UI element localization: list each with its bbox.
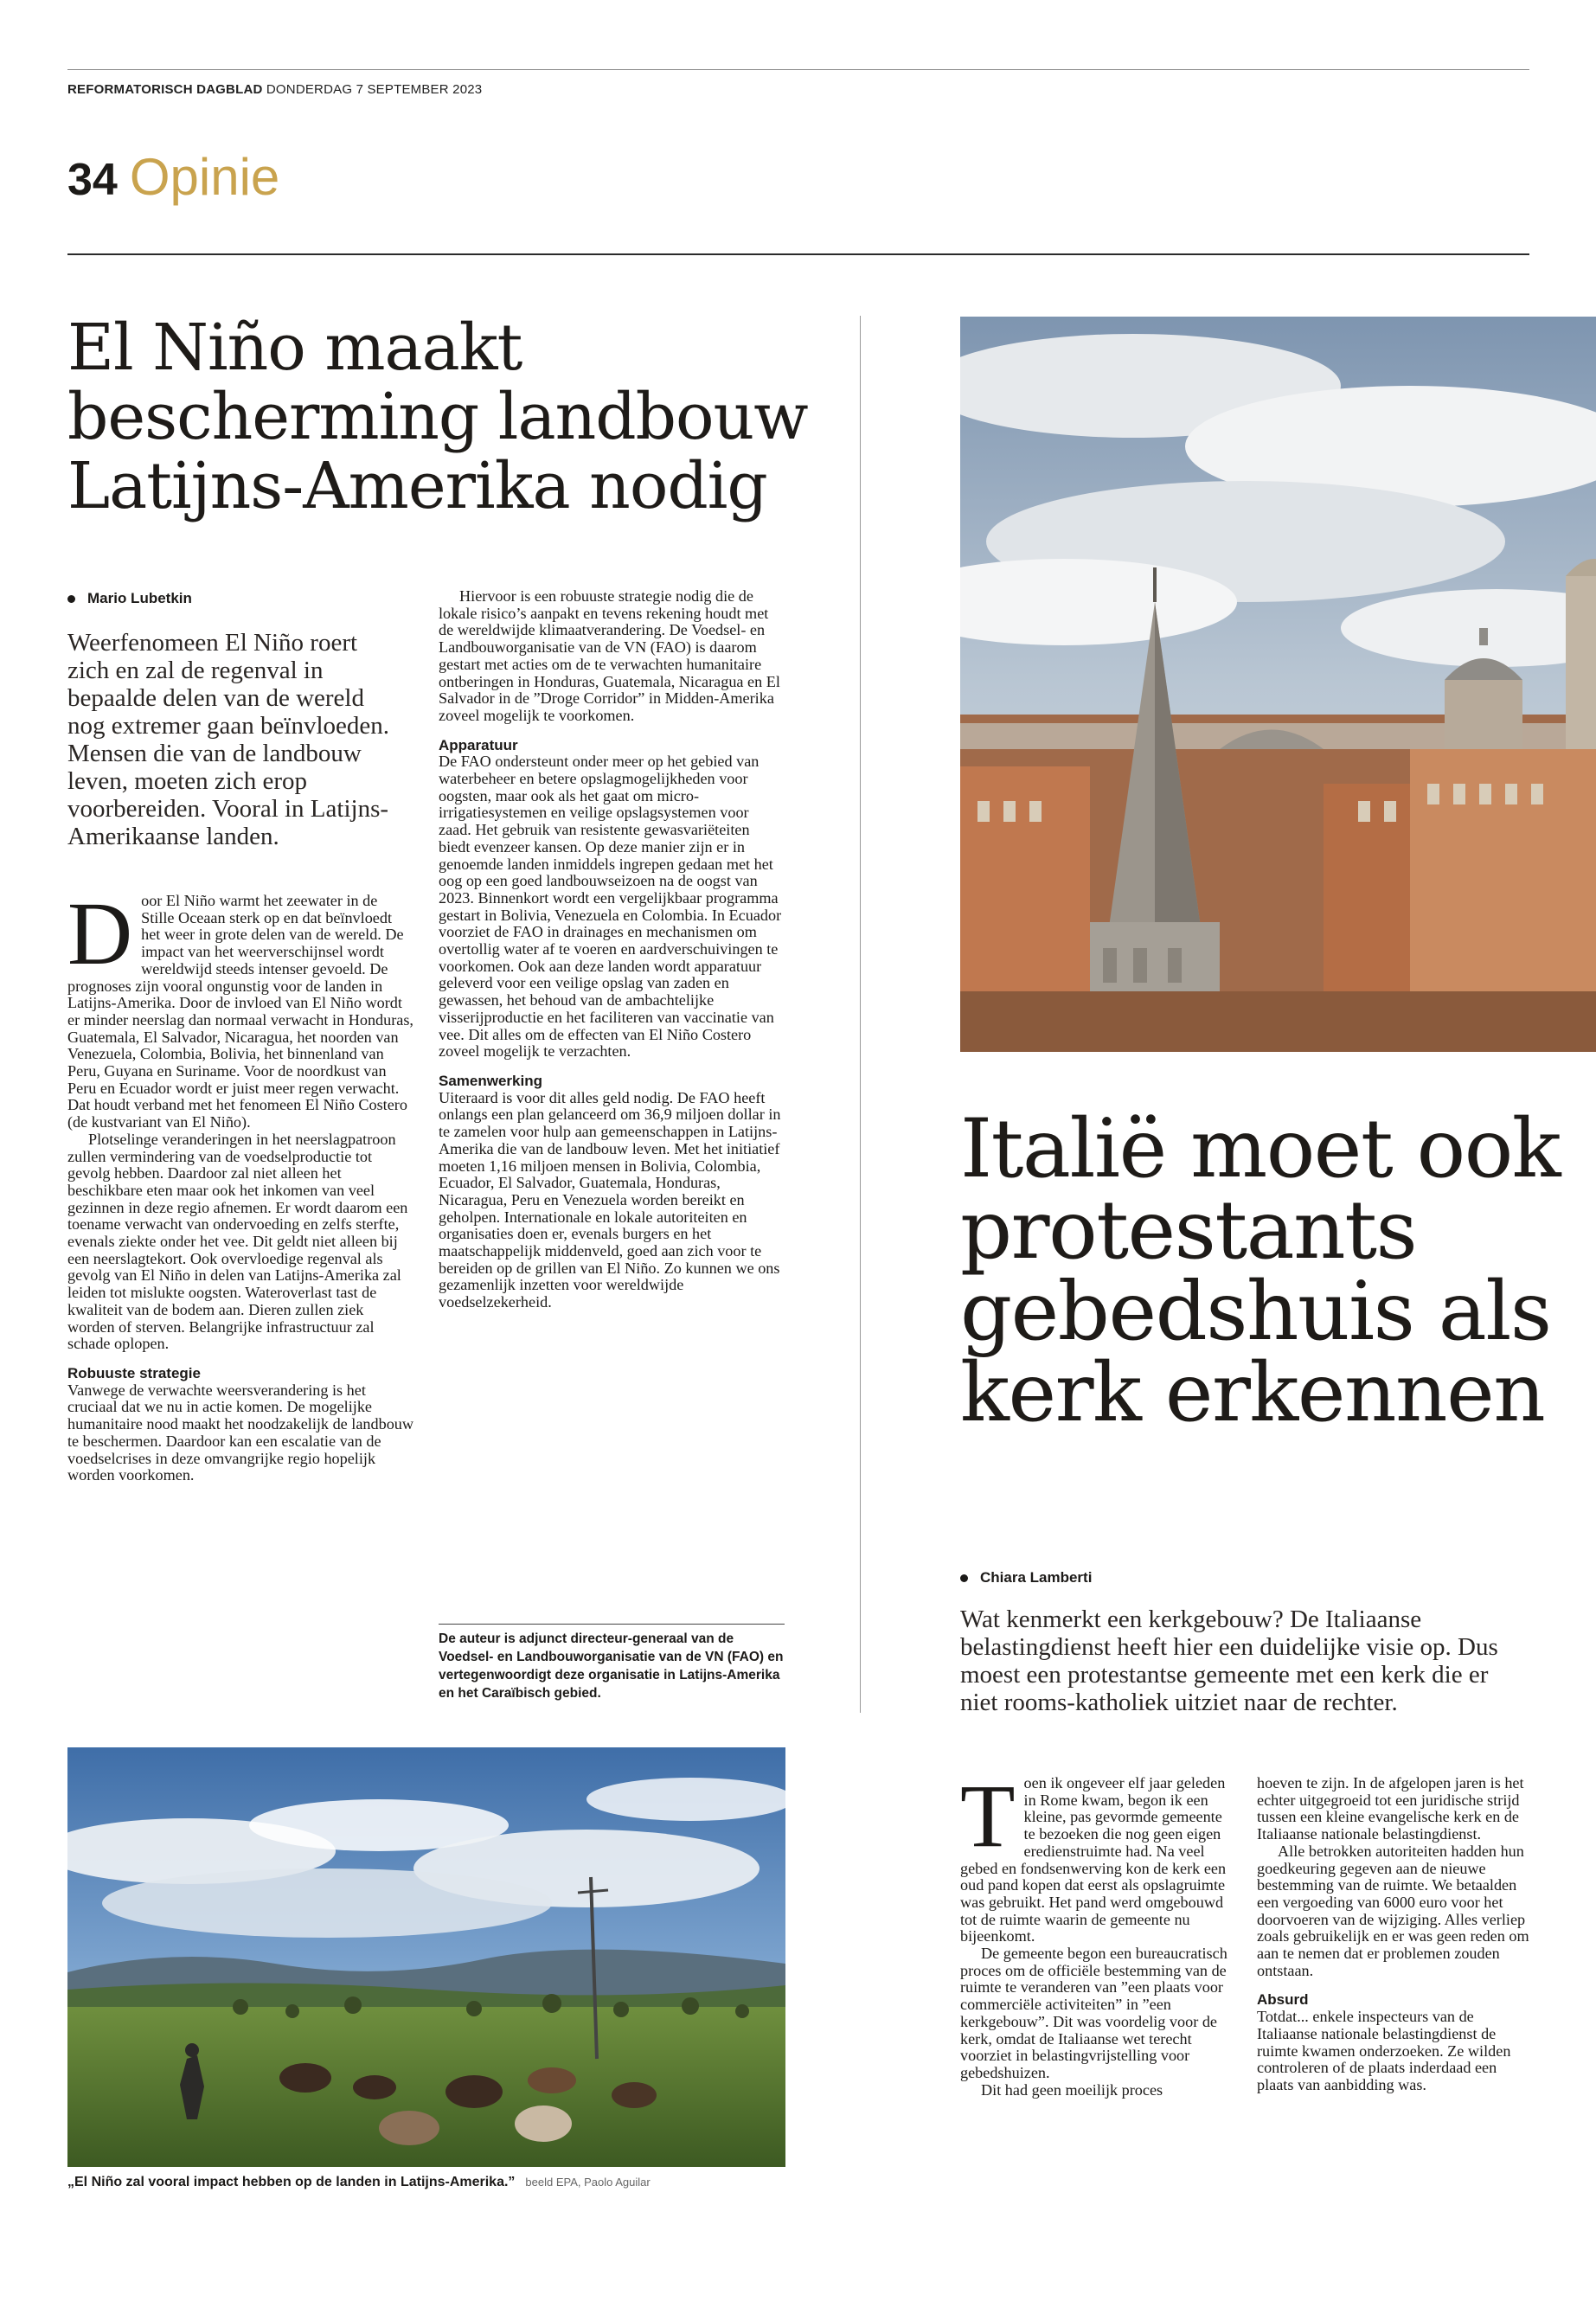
section-title: Opinie xyxy=(129,148,280,206)
article1-subhead-3: Samenwerking xyxy=(439,1072,542,1089)
article1-subhead-1: Robuuste strategie xyxy=(67,1364,201,1381)
article1-col1-p2: Plotselinge veranderingen in het neerslagpatroon zullen vermindering van de voedselproductie tot gevolg hebben. Daardoor zal niet alleen het beschikbare eten maar ook het inkomen van veel gezinnen in deze regio afnemen. Er wordt daarom een toename verwacht van ondervoeding en zelfs sterfte, evenals ziekte onder het vee. Dit geldt niet alleen bij een neerslagtekort. Ook overvloedige regenval als gevolg van El Niño in delen van Latijns-Amerika zal leiden tot mislukte oogsten. Wateroverlast tast de kwaliteit van de bodem aan. Dieren zullen ziek worden of sterven. Belangrijke infrastructuur zal schade oplopen. xyxy=(67,1130,408,1353)
article2-col1-p2: De gemeente begon een bureaucratisch proces om de officiële bestemming van de ruimte te veranderen van ”een plaats voor commerciële activiteiten” in ”een kerkgebouw”. Dit was voordelig voor de kerk, omdat de Italiaanse wet terecht voorziet in belastingvrijstelling voor gebedshuizen. xyxy=(960,1945,1227,2081)
article2-col2-p3: Totdat... enkele inspecteurs van de Italiaanse nationale belastingdienst de ruimte kwamen onderzoeken. Ze wilden controleren of de plaats inderdaad een plaats van aanbidding was. xyxy=(1257,2008,1511,2093)
article2-intro: Wat kenmerkt een kerkgebouw? De Italiaanse belastingdienst heeft hier een duidelijke visie op. Dus moest een protestantse gemeente met een kerk die er niet rooms-katholiek uitziet naar de rechter. xyxy=(960,1606,1498,1716)
article1-col2-p3: Uiteraard is voor dit alles geld nodig. De FAO heeft onlangs een plan gelanceerd om 36,9 miljoen dollar in te zamelen voor hulp aan gemeenschappen in Latijns-Amerika die van de landbouw leven. Met het initiatief moeten 1,16 miljoen mensen in Bolivia, Colombia, Ecuador, El Salvador, Guatemala, Honduras, Nicaragua, Peru en Venezuela worden bereikt en geholpen. Internationale en lokale autoriteiten en organisaties doen er, evenals burgers en het maatschappelijk middenveld, goed aan zich voor te bereiden op de grillen van El Niño. Zo kunnen we ons gezamenlijk inzetten voor wereldwijde voedselzekerheid. xyxy=(439,1088,781,1311)
article1-subhead-2: Apparatuur xyxy=(439,736,518,753)
bullet-icon xyxy=(960,1574,968,1582)
article1-col2-p1: Hiervoor is een robuuste strategie nodig die de lokale risico’s aanpakt en tevens rekening houdt met de wereldwijde klimaatverandering. De Voedsel- en Landbouworganisatie van de VN (FAO) is daarom gestart met acties om de te verwachten humanitaire ontberingen in Honduras, Guatemala, Nicaragua en El Salvador in de ”Droge Corridor” in Midden-Amerika zoveel mogelijk te voorkomen. xyxy=(439,587,780,724)
article1-col1-p3: Vanwege de verwachte weersverandering is het cruciaal dat we nu in actie komen. De mogelijke humanitaire nood maakt het noodzakelijk de landbouw te beschermen. Daardoor kan een escalatie van de voedselcrises in deze omvangrijke regio hopelijk worden voorkomen. xyxy=(67,1381,414,1484)
article1-author-note: De auteur is adjunct directeur-generaal van de Voedsel- en Landbouworganisatie van de VN (FAO) en vertegenwoordigt deze organisatie in Latijns-Amerika en het Caraïbisch gebied. xyxy=(439,1631,784,1701)
article1-byline xyxy=(67,590,192,607)
masthead-paper: REFORMATORISCH DAGBLAD xyxy=(67,82,263,97)
article1-col2-p2: De FAO ondersteunt onder meer op het gebied van waterbeheer en betere opslagmogelijkheden voor oogsten, maar ook als het gaat om micro-irrigatiesystemen en veilige opslagsystemen voor zaad. Het gebruik van resistente gewasvariëteiten biedt evenzeer kansen. Op deze manier zijn er in genoemde landen inmiddels ingrepen gedaan met het oog op een goed landbouwseizoen na de oogst van 2023. Binnenkort wordt een vergelijkbaar programma gestart in Bolivia, Venezuela en Colombia. In Ecuador voorziet de FAO in drainages en mechanismen om overtollig water af te voeren en aardverschuivingen te voorkomen. Ook aan deze landen wordt apparatuur geleverd voor een veilige opslag van zaden en gewassen, het behoud van de ambachtelijke visserijproductie en het faciliteren van vaccinatie van vee. Dit alles om de effecten van El Niño Costero zoveel mogelijk te verzachten. xyxy=(439,753,782,1061)
article2-headline: Italië moet ook protestants gebedshuis als kerk erkennen xyxy=(960,1102,1561,1440)
page-number: 34 xyxy=(67,155,118,205)
article2-author: Chiara Lamberti xyxy=(980,1569,1093,1586)
article1-drop-cap: D xyxy=(67,884,133,984)
article1-headline: El Niño maakt bescherming landbouw Latijns-Amerika nodig xyxy=(67,311,808,523)
article1-col1-p1: oor El Niño warmt het zeewater in de Stille Oceaan sterk op en dat beïnvloedt het weer in grote delen van de wereld. De impact van het weerverschijnsel wordt wereldwijd steeds intenser gevoeld. De prognoses zijn vooral ongunstig voor de landen in Latijns-Amerika. Door de invloed van El Niño wordt er minder neerslag dan normaal verwacht in Honduras, Guatemala, El Salvador, Nicaragua, het noorden van Venezuela, Colombia, Bolivia, het binnenland van Peru, Guyana en Suriname. Voor de noordkust van Peru en Ecuador wordt er juist meer regen verwacht. Dat houdt verband met het fenomeen El Niño Costero (de kustvariant van El Niño). xyxy=(67,892,413,1131)
page-header xyxy=(67,147,279,207)
article1-column-2 xyxy=(439,588,785,1311)
cattle-photo xyxy=(67,1747,785,2167)
masthead xyxy=(67,82,482,97)
article2-col2-p2: Alle betrokken autoriteiten hadden hun goedkeuring gegeven aan de nieuwe bestemming van de ruimte. We betaalden een vergoeding van 6000 euro voor het doorvoeren van de wijziging. Alles verliep zoals gebruikelijk en er was geen reden om aan te nemen dat er problemen zouden ontstaan. xyxy=(1257,1842,1529,1979)
article2-column-2 xyxy=(1257,1775,1532,2094)
article1-author: Mario Lubetkin xyxy=(87,590,192,606)
article2-col1-p3: Dit had geen moeilijk proces xyxy=(981,2080,1163,2099)
article2-col1-p1: oen ik ongeveer elf jaar geleden in Rome kwam, begon ik een kleine, pas gevormde gemeente te bezoeken die nog geen eigen eredienstruimte had. Na veel gebed en fondsenwerving kon de kerk een oud pand kopen dat eerst als opslagruimte was gebruikt. Het pand werd omgebouwd tot de ruimte waarin de gemeente nu bijeenkomt. xyxy=(960,1774,1227,1945)
article2-drop-cap: T xyxy=(960,1766,1016,1866)
article2-column-1 xyxy=(960,1766,1230,2099)
article1-intro: Weerfenomeen El Niño roert zich en zal de regenval in bepaalde delen van de wereld nog extremer gaan beïnvloeden. Mensen die van de landbouw leven, moeten zich erop voorbereiden. Vooral in Latijns-Amerikaanse landen. xyxy=(67,629,390,850)
photo-credit: beeld EPA, Paolo Aguilar xyxy=(525,2176,651,2189)
photo-caption-text: „El Niño zal vooral impact hebben op de landen in Latijns-Amerika.” xyxy=(67,2175,516,2189)
bullet-icon xyxy=(67,595,75,603)
photo-caption xyxy=(67,2175,811,2190)
article2-col2-p1: hoeven te zijn. In de afgelopen jaren is het echter uitgegroeid tot een juridische strijd tussen een kleine evangelische kerk en de Italiaanse nationale belastingdienst. xyxy=(1257,1774,1524,1843)
article2-subhead-1: Absurd xyxy=(1257,1991,1309,2009)
article1-column-1 xyxy=(67,884,414,1484)
rome-skyline-photo xyxy=(960,317,1596,1052)
masthead-date: DONDERDAG 7 SEPTEMBER 2023 xyxy=(266,82,483,97)
article2-byline xyxy=(960,1569,1092,1586)
